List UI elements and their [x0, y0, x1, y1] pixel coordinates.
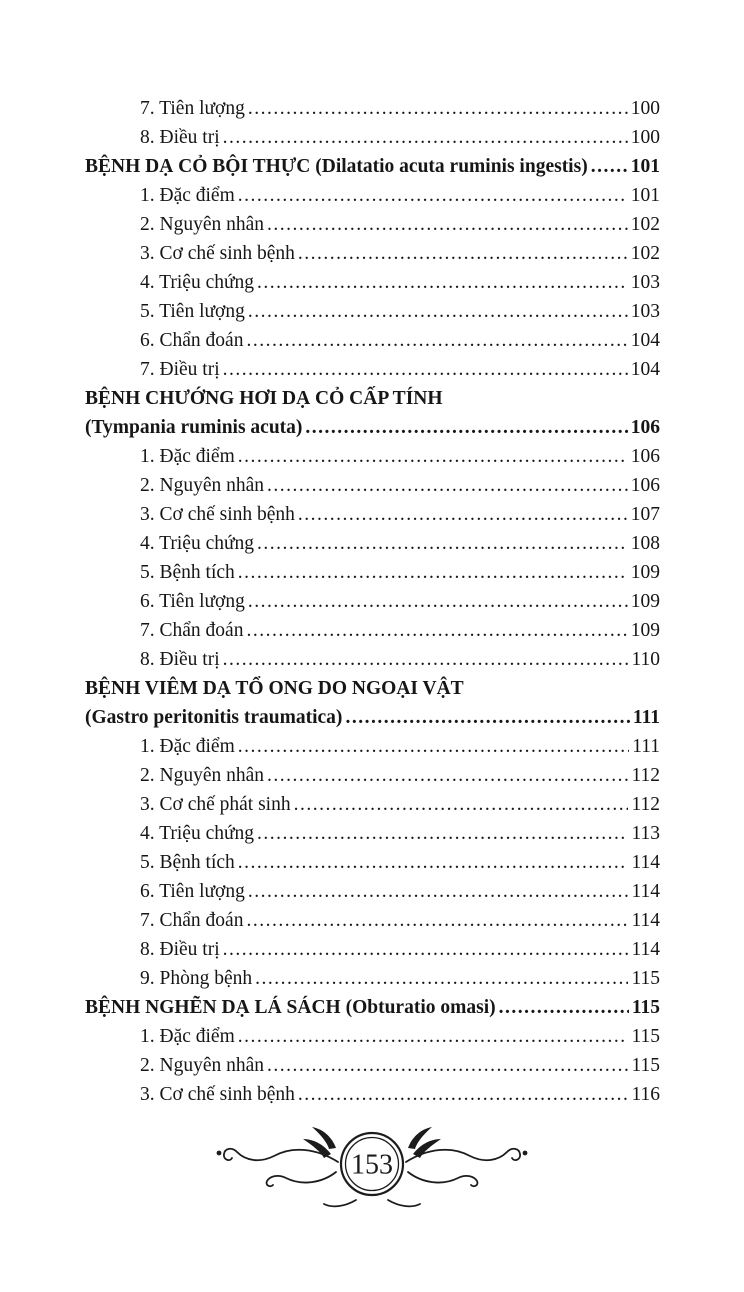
toc-entry [85, 1080, 660, 1109]
toc-leader-dots [248, 94, 628, 123]
toc-entry [85, 268, 660, 297]
toc-leader-dots [257, 819, 628, 848]
toc-leader-dots [267, 1051, 628, 1080]
toc-entry-label: 4. Triệu chứng [140, 272, 255, 293]
toc-leader-dots [257, 529, 628, 558]
toc-entry [85, 239, 660, 268]
toc-entry-page: 108 [630, 533, 660, 554]
toc-leader-dots [248, 877, 629, 906]
toc-leader-dots [246, 906, 628, 935]
toc-leader-dots [238, 1022, 629, 1051]
flourish-right [388, 1127, 527, 1206]
toc-entry-label: 5. Bệnh tích [140, 852, 235, 873]
toc-entry-page: 101 [630, 185, 660, 206]
toc-entry [85, 906, 660, 935]
toc-leader-dots [499, 993, 629, 1022]
toc-entry-page: 106 [630, 446, 660, 467]
toc-entry [85, 877, 660, 906]
footer-page-number: 153 [351, 1149, 393, 1181]
toc-entry-label: 1. Đặc điểm [140, 1026, 235, 1047]
toc-entry-page: 109 [630, 562, 660, 583]
toc-entry-label: 2. Nguyên nhân [140, 214, 265, 235]
toc-entry-label: 2. Nguyên nhân [140, 1055, 265, 1076]
toc-entry-page: 114 [631, 881, 660, 902]
toc-entry [85, 152, 660, 181]
toc-entry [85, 181, 660, 210]
toc-entry-label: 2. Nguyên nhân [140, 475, 265, 496]
toc-leader-dots [305, 413, 627, 442]
toc-entry-label: 8. Điều trị [140, 649, 220, 670]
toc-leader-dots [248, 297, 628, 326]
toc-entry-label: (Tympania ruminis acuta) [85, 417, 303, 438]
toc-entry-page: 116 [631, 1084, 660, 1105]
toc-entry-page: 112 [631, 765, 660, 786]
toc-entry [85, 210, 660, 239]
toc-entry-page: 101 [630, 156, 660, 177]
toc-entry-page: 109 [630, 591, 660, 612]
toc-leader-dots [267, 210, 628, 239]
toc-entry [85, 819, 660, 848]
toc-leader-dots [223, 935, 629, 964]
toc-entry-page: 109 [630, 620, 660, 641]
toc-entry-page: 114 [631, 852, 660, 873]
toc-entry-label: 6. Tiên lượng [140, 591, 245, 612]
toc-entry [85, 529, 660, 558]
toc-entry [85, 935, 660, 964]
toc-entry [85, 616, 660, 645]
toc-leader-dots [294, 790, 629, 819]
toc-entry [85, 790, 660, 819]
toc-entry-page: 103 [630, 272, 660, 293]
toc-entry-label: 8. Điều trị [140, 127, 220, 148]
toc-entry-page: 115 [631, 968, 660, 989]
toc-entry [85, 1051, 660, 1080]
toc-entry-label: 6. Chẩn đoán [140, 330, 244, 351]
toc-entry-label: 4. Triệu chứng [140, 533, 255, 554]
toc-entry-label: 3. Cơ chế sinh bệnh [140, 504, 295, 525]
toc-entry-label: 7. Tiên lượng [140, 98, 245, 119]
toc-leader-dots [267, 761, 628, 790]
toc-leader-dots [238, 181, 628, 210]
toc-entry [85, 558, 660, 587]
toc-entry-page: 114 [631, 910, 660, 931]
toc-entry-page: 115 [631, 997, 660, 1018]
toc-entry-label: BỆNH VIÊM DẠ TỔ ONG DO NGOẠI VẬT [85, 678, 464, 699]
toc-leader-dots [238, 732, 629, 761]
toc-entry-label: 6. Tiên lượng [140, 881, 245, 902]
toc-entry [85, 703, 660, 732]
toc-entry [85, 297, 660, 326]
toc-entry-label: 9. Phòng bệnh [140, 968, 253, 989]
toc-entry [85, 471, 660, 500]
toc-entry-label: (Gastro peritonitis traumatica) [85, 707, 343, 728]
toc-leader-dots [257, 268, 628, 297]
toc-entry-page: 100 [630, 127, 660, 148]
toc-entry-label: 5. Tiên lượng [140, 301, 245, 322]
toc-entry-label: 7. Điều trị [140, 359, 220, 380]
toc-leader-dots [238, 558, 628, 587]
toc-list [85, 94, 660, 1109]
toc-entry-label: 1. Đặc điểm [140, 185, 235, 206]
toc-entry [85, 355, 660, 384]
toc-entry-page: 115 [631, 1055, 660, 1076]
toc-entry [85, 761, 660, 790]
toc-leader-dots [298, 500, 628, 529]
toc-entry-label: 5. Bệnh tích [140, 562, 235, 583]
toc-entry-label: 4. Triệu chứng [140, 823, 255, 844]
toc-entry [85, 848, 660, 877]
toc-entry-page: 110 [631, 649, 660, 670]
toc-leader-dots [591, 152, 628, 181]
toc-entry-page: 111 [632, 736, 660, 757]
toc-entry [85, 500, 660, 529]
toc-leader-dots [298, 239, 628, 268]
toc-leader-dots [238, 442, 628, 471]
toc-entry-page: 111 [632, 707, 660, 728]
toc-entry-page: 115 [631, 1026, 660, 1047]
toc-entry-page: 112 [631, 794, 660, 815]
toc-leader-dots [246, 616, 627, 645]
toc-entry-label: BỆNH DẠ CỎ BỘI THỰC (Dilatatio acuta ruminis ingestis) [85, 156, 588, 177]
toc-leader-dots [248, 587, 628, 616]
toc-entry-label: 7. Chẩn đoán [140, 910, 244, 931]
toc-entry-page: 106 [630, 417, 660, 438]
toc-entry [85, 587, 660, 616]
toc-leader-dots [223, 355, 628, 384]
toc-entry-page: 114 [631, 939, 660, 960]
toc-entry-label: 3. Cơ chế sinh bệnh [140, 243, 295, 264]
flourish-icon [212, 1112, 532, 1222]
toc-entry-page: 107 [630, 504, 660, 525]
toc-entry-page: 113 [631, 823, 660, 844]
toc-entry [85, 993, 660, 1022]
toc-leader-dots [246, 326, 627, 355]
toc-entry [85, 326, 660, 355]
toc-entry [85, 674, 660, 703]
toc-entry-page: 103 [630, 301, 660, 322]
toc-entry-label: 8. Điều trị [140, 939, 220, 960]
toc-entry-label: 1. Đặc điểm [140, 446, 235, 467]
toc-entry-page: 104 [630, 359, 660, 380]
toc-leader-dots [255, 964, 628, 993]
toc-entry [85, 732, 660, 761]
toc-entry [85, 413, 660, 442]
toc-entry-label: 2. Nguyên nhân [140, 765, 265, 786]
toc-entry [85, 645, 660, 674]
toc-leader-dots [223, 645, 629, 674]
toc-entry [85, 1022, 660, 1051]
toc-entry-page: 106 [630, 475, 660, 496]
toc-entry-page: 102 [630, 243, 660, 264]
toc-entry-page: 102 [630, 214, 660, 235]
toc-entry-label: BỆNH NGHẼN DẠ LÁ SÁCH (Obturatio omasi) [85, 997, 496, 1018]
toc-entry-label: 3. Cơ chế phát sinh [140, 794, 291, 815]
toc-leader-dots [238, 848, 629, 877]
toc-entry [85, 123, 660, 152]
toc-entry-label: 3. Cơ chế sinh bệnh [140, 1084, 295, 1105]
toc-entry [85, 964, 660, 993]
toc-leader-dots [223, 123, 628, 152]
flourish-left [217, 1127, 356, 1206]
toc-entry-label: 7. Chẩn đoán [140, 620, 244, 641]
toc-entry-page: 100 [630, 98, 660, 119]
toc-entry-label: BỆNH CHƯỚNG HƠI DẠ CỎ CẤP TÍNH [85, 388, 443, 409]
page-number-ornament [0, 1112, 744, 1222]
toc-entry-page: 104 [630, 330, 660, 351]
toc-entry [85, 442, 660, 471]
toc-entry [85, 384, 660, 413]
toc-entry [85, 94, 660, 123]
toc-leader-dots [345, 703, 629, 732]
toc-entry-label: 1. Đặc điểm [140, 736, 235, 757]
toc-leader-dots [298, 1080, 629, 1109]
page-number-circle [341, 1133, 403, 1195]
toc-leader-dots [267, 471, 628, 500]
